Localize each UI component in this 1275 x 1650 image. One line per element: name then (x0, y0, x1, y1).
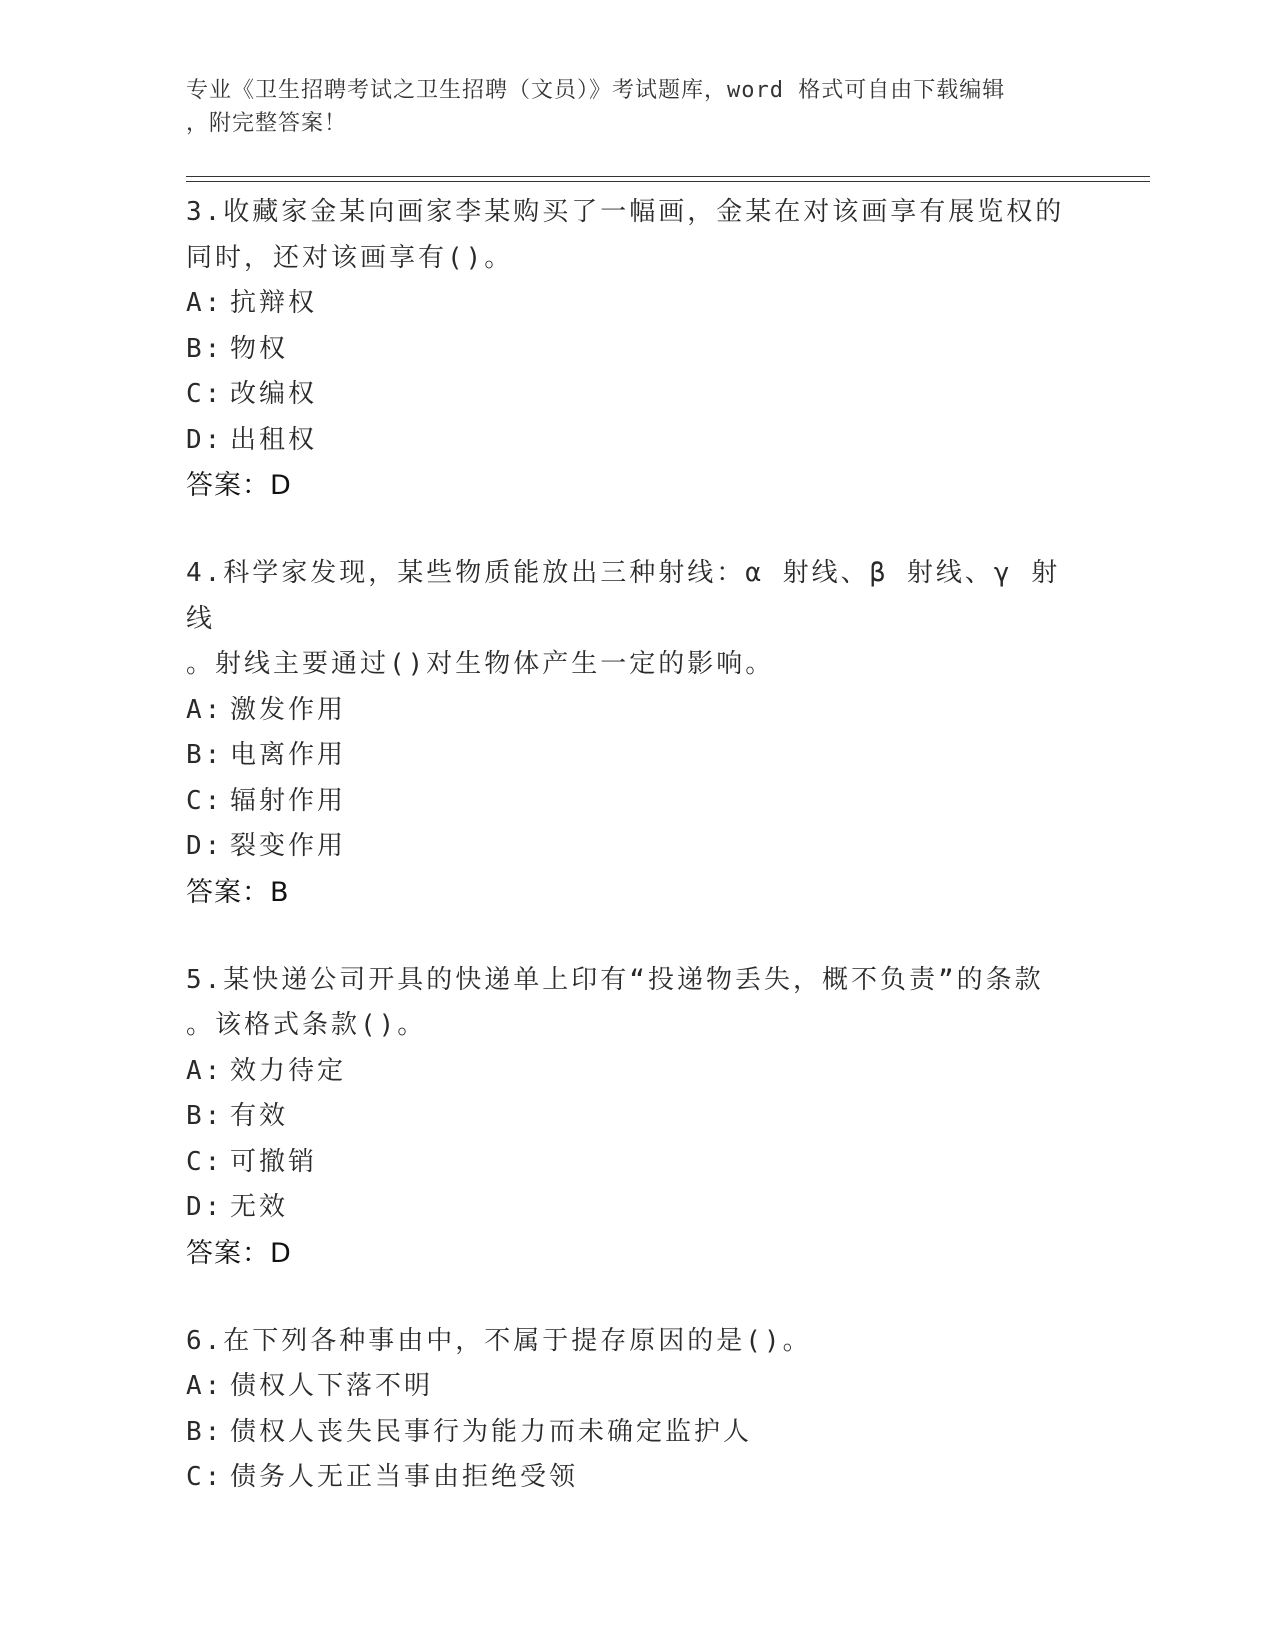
document-header (186, 74, 1066, 140)
option-letter: A: (186, 1371, 224, 1401)
question-stem-line-1: 5.某快递公司开具的快递单上印有“投递物丢失，概不负责”的条款 (186, 964, 1044, 995)
option-text: 无效 (230, 1192, 289, 1222)
option-text: 出租权 (230, 424, 318, 455)
option-c (186, 372, 1086, 418)
option-text: 债务人无正当事由拒绝受领 (230, 1462, 579, 1492)
option-letter: C: (186, 379, 224, 409)
option-letter: C: (186, 1462, 224, 1492)
option-letter: D: (186, 1192, 224, 1222)
option-a (186, 688, 1086, 734)
answer-line: 答案：B (186, 876, 290, 908)
question-stem-line-2: 。射线主要通过()对生物体产生一定的影响。 (186, 649, 775, 679)
option-b (186, 327, 1086, 373)
option-b (186, 1094, 1086, 1140)
option-text: 裂变作用 (230, 831, 347, 861)
header-divider-top (186, 176, 1150, 177)
header-divider-bottom (186, 181, 1150, 182)
question-item (186, 190, 1086, 508)
question-list (186, 190, 1086, 1544)
option-letter: B: (186, 1101, 224, 1131)
option-letter: C: (186, 1146, 224, 1177)
question-stem-line-1: 3.收藏家金某向画家李某购买了一幅画，金某在对该画享有展览权的 (186, 197, 1065, 227)
option-c (186, 1140, 1086, 1186)
option-text: 辐射作用 (230, 785, 347, 816)
answer-line: 答案：D (186, 1237, 292, 1269)
option-letter: B: (186, 1416, 224, 1447)
option-text: 有效 (230, 1101, 289, 1131)
question-item (186, 1319, 1086, 1501)
answer-line: 答案：D (186, 470, 292, 501)
option-text: 电离作用 (230, 740, 347, 770)
option-d (186, 1185, 1086, 1231)
option-letter: A: (186, 694, 224, 725)
option-letter: D: (186, 424, 224, 455)
option-d (186, 824, 1086, 870)
question-stem-line-2: 同时，还对该画享有()。 (186, 242, 514, 273)
option-a (186, 1364, 1086, 1410)
option-a (186, 281, 1086, 327)
option-b (186, 1410, 1086, 1456)
question-stem-line-1: 6.在下列各种事由中，不属于提存原因的是()。 (186, 1325, 812, 1356)
option-letter: C: (186, 785, 224, 816)
option-text: 改编权 (230, 379, 318, 409)
header-line-1: 专业《卫生招聘考试之卫生招聘（文员）》考试题库，word 格式可自由下载编辑 (186, 78, 1006, 103)
option-letter: B: (186, 740, 224, 770)
option-letter: A: (186, 1055, 224, 1086)
header-line-2: ，附完整答案！ (186, 111, 348, 136)
option-text: 债权人丧失民事行为能力而未确定监护人 (230, 1416, 753, 1447)
option-d (186, 418, 1086, 464)
option-c (186, 1455, 1086, 1501)
option-letter: A: (186, 288, 224, 318)
question-stem-line-1: 4.科学家发现，某些物质能放出三种射线：α 射线、β 射线、γ 射线 (186, 558, 1061, 634)
option-letter: D: (186, 831, 224, 861)
question-item (186, 551, 1086, 915)
option-text: 抗辩权 (230, 288, 318, 318)
option-text: 债权人下落不明 (230, 1371, 434, 1401)
option-text: 物权 (230, 333, 289, 364)
option-a (186, 1049, 1086, 1095)
option-text: 效力待定 (230, 1055, 347, 1086)
option-letter: B: (186, 333, 224, 364)
option-c (186, 779, 1086, 825)
option-text: 激发作用 (230, 694, 347, 725)
question-item (186, 958, 1086, 1276)
question-stem-line-2: 。该格式条款()。 (186, 1010, 427, 1040)
option-text: 可撤销 (230, 1146, 318, 1177)
option-b (186, 733, 1086, 779)
